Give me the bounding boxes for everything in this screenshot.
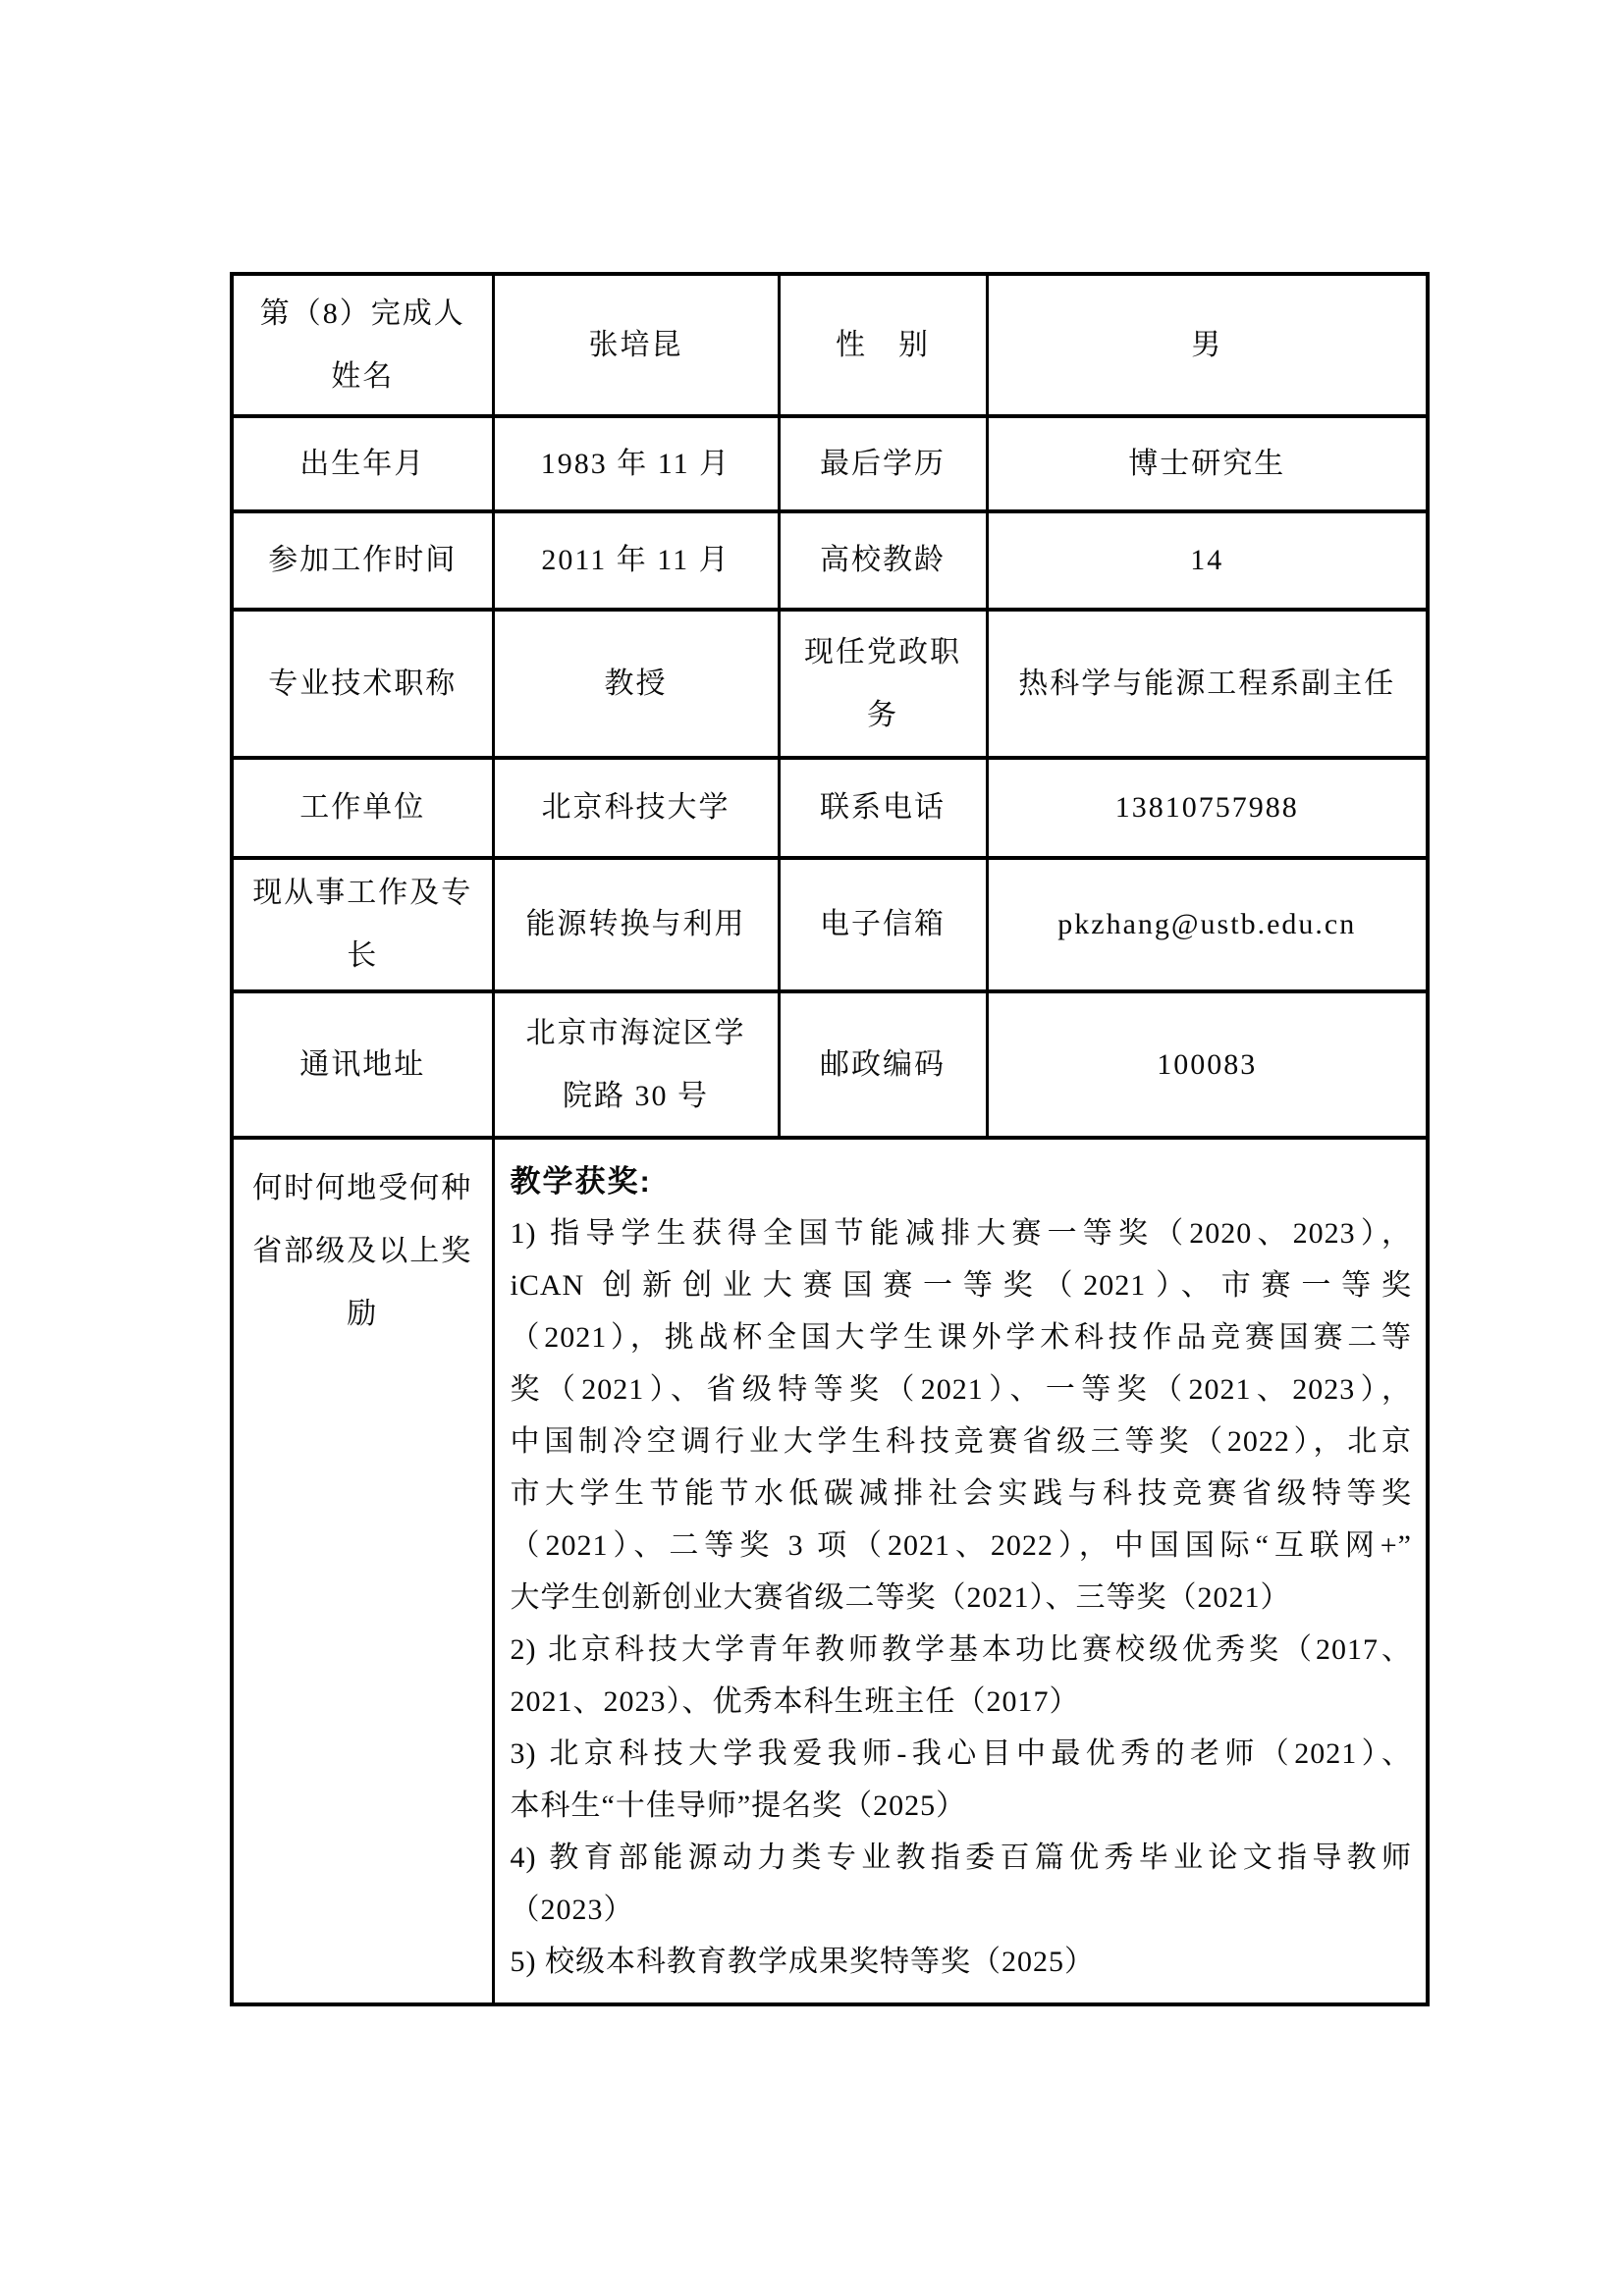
birth-date-value: 1983 年 11 月 (493, 416, 779, 511)
email-label: 电子信箱 (779, 858, 987, 991)
award-line: 3) 北京科技大学我爱我师-我心目中最优秀的老师（2021）、 (510, 1737, 1412, 1770)
specialty-label: 现从事工作及专长 (232, 858, 493, 991)
award-line: 2) 北京科技大学青年教师教学基本功比赛校级优秀奖（2017、 (510, 1633, 1412, 1666)
specialty-value: 能源转换与利用 (493, 858, 779, 991)
table-row (232, 858, 1428, 991)
award-line: 市大学生节能节水低碳减排社会实践与科技竞赛省级特等奖 (510, 1477, 1412, 1510)
phone-label: 联系电话 (779, 758, 987, 858)
awards-row-label: 何时何地受何种省部级及以上奖励 (232, 1138, 493, 2004)
work-start-label: 参加工作时间 (232, 511, 493, 610)
awards-content (493, 1138, 1428, 2004)
last-degree-value: 博士研究生 (987, 416, 1428, 511)
completer-name-label: 第（8）完成人姓名 (232, 274, 493, 416)
award-line: 中国制冷空调行业大学生科技竞赛省级三等奖（2022），北京 (510, 1425, 1412, 1458)
award-line: （2021），挑战杯全国大学生课外学术科技作品竞赛国赛二等 (510, 1321, 1412, 1354)
award-line: （2021）、二等奖 3 项（2021、2022），中国国际“互联网+” (510, 1529, 1412, 1562)
award-line: 2021、2023）、优秀本科生班主任（2017） (510, 1685, 1080, 1718)
last-degree-label: 最后学历 (779, 416, 987, 511)
address-value: 北京市海淀区学院路 30 号 (493, 991, 779, 1138)
completer-name-value: 张培昆 (493, 274, 779, 416)
phone-value: 13810757988 (987, 758, 1428, 858)
table-row (232, 991, 1428, 1138)
personnel-info-table (230, 272, 1430, 2006)
award-line: 大学生创新创业大赛省级二等奖（2021）、三等奖（2021） (510, 1581, 1291, 1614)
gender-value: 男 (987, 274, 1428, 416)
table-row (232, 416, 1428, 511)
award-line: 本科生“十佳导师”提名奖（2025） (510, 1789, 967, 1822)
current-post-label: 现任党政职务 (779, 610, 987, 758)
award-line: 5) 校级本科教育教学成果奖特等奖（2025） (510, 1946, 1095, 1978)
teaching-years-label: 高校教龄 (779, 511, 987, 610)
employer-value: 北京科技大学 (493, 758, 779, 858)
teaching-years-value: 14 (987, 511, 1428, 610)
postcode-label: 邮政编码 (779, 991, 987, 1138)
title-value: 教授 (493, 610, 779, 758)
employer-label: 工作单位 (232, 758, 493, 858)
work-start-value: 2011 年 11 月 (493, 511, 779, 610)
table-row (232, 274, 1428, 416)
award-line: 1) 指导学生获得全国节能减排大赛一等奖（2020、2023）， (510, 1217, 1412, 1250)
current-post-value: 热科学与能源工程系副主任 (987, 610, 1428, 758)
table-row (232, 610, 1428, 758)
title-label: 专业技术职称 (232, 610, 493, 758)
award-line: 4) 教育部能源动力类专业教指委百篇优秀毕业论文指导教师 (510, 1842, 1412, 1874)
postcode-value: 100083 (987, 991, 1428, 1138)
award-line: 奖（2021）、省级特等奖（2021）、一等奖（2021、2023）， (510, 1373, 1412, 1406)
award-line: iCAN 创新创业大赛国赛一等奖（2021）、市赛一等奖 (510, 1269, 1412, 1302)
awards-heading: 教学获奖: (510, 1164, 652, 1199)
email-value: pkzhang@ustb.edu.cn (987, 858, 1428, 991)
award-line: （2023） (510, 1894, 634, 1926)
address-label: 通讯地址 (232, 991, 493, 1138)
table-row (232, 1138, 1428, 2004)
gender-label: 性 别 (779, 274, 987, 416)
birth-date-label: 出生年月 (232, 416, 493, 511)
table-row (232, 758, 1428, 858)
table-row (232, 511, 1428, 610)
